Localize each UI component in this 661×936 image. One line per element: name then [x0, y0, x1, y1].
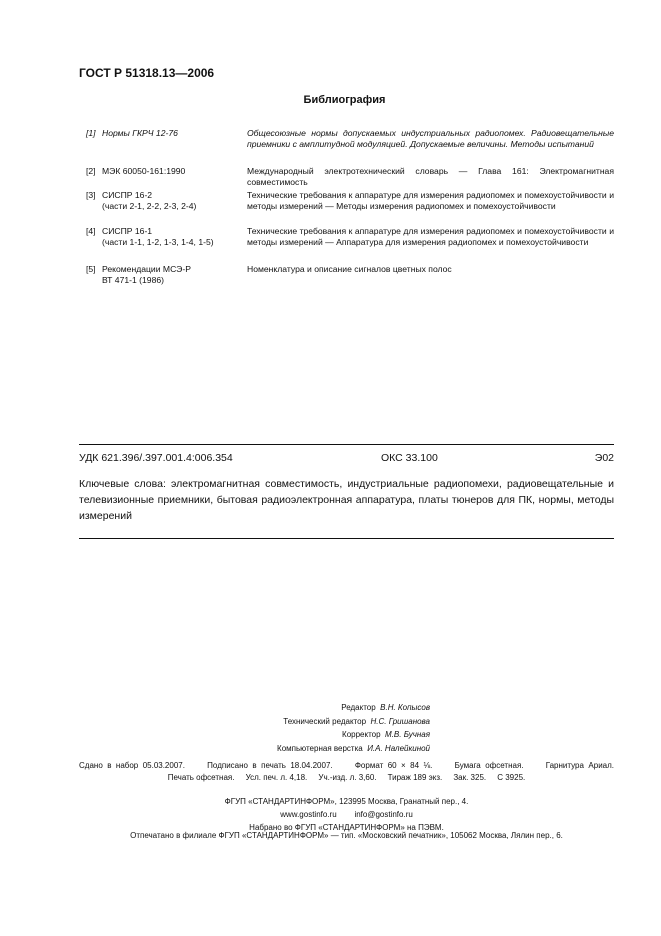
entry-source: Рекомендации МСЭ-Р ВТ 471-1 (1986): [102, 264, 191, 286]
publisher-address: ФГУП «СТАНДАРТИНФОРМ», 123995 Москва, Гранатный пер., 4.: [224, 797, 469, 806]
print-info-line1: Сдано в набор 05.03.2007. Подписано в печать 18.04.2007. Формат 60 × 84 ⅛. Бумага офсетная. Гарнитура Ариал.: [79, 761, 614, 770]
credit-tech-editor: Технический редактор Н.С. Гришанова: [283, 716, 430, 726]
publisher-printed: Отпечатано в филиале ФГУП «СТАНДАРТИНФОРМ» — тип. «Московский печатник», 105062 Москва, Лялин пер., 6.: [130, 831, 563, 840]
entry-source: Нормы ГКРЧ 12-76: [102, 128, 178, 138]
credit-editor: Редактор В.Н. Копысов: [341, 703, 430, 712]
publisher-typeset: Набрано во ФГУП «СТАНДАРТИНФОРМ» на ПЭВМ.: [249, 823, 444, 832]
entry-number: [3]: [86, 190, 96, 200]
entry-number: [1]: [86, 128, 96, 138]
entry-source: СИСПР 16-2 (части 2-1, 2-2, 2-3, 2-4): [102, 190, 197, 212]
entry-number: [5]: [86, 264, 96, 274]
credits-block: [150, 701, 430, 755]
print-info-line2: Печать офсетная. Усл. печ. л. 4,18. Уч.-изд. л. 3,60. Тираж 189 экз. Зак. 325. С 3925.: [167, 773, 526, 782]
divider-top: [79, 444, 614, 445]
udk-code: УДК 621.396/.397.001.4:006.354: [79, 452, 233, 464]
document-code: ГОСТ Р 51318.13—2006: [79, 66, 215, 80]
entry-description: Номенклатура и описание сигналов цветных полос: [247, 264, 452, 274]
oks-code: ОКС 33.100: [381, 452, 438, 464]
publisher-web: www.gostinfo.ru info@gostinfo.ru: [280, 810, 413, 819]
credit-layout: Компьютерная верстка И.А. Налейкиной: [277, 743, 430, 753]
entry-number: [2]: [86, 166, 96, 176]
keywords-text: Ключевые слова: электромагнитная совместимость, индустриальные радиопомехи, радиовещательные и телевизионные приемники, бытовая радиоэлектронная аппаратура, платы тюнеров для ПК, нормы, методы измерений: [79, 478, 614, 522]
class-code: Э02: [594, 452, 614, 464]
entry-number: [4]: [86, 226, 96, 236]
divider-bottom: [79, 538, 614, 539]
credit-corrector: Корректор М.В. Бучная: [342, 730, 430, 739]
entry-description: Технические требования к аппаратуре для измерения радиопомех и помехоустойчивости и методы измерений — Методы измерения радиопомех и помехоустойчивости: [247, 190, 614, 212]
entry-description: Технические требования к аппаратуре для измерения радиопомех и помехоустойчивости и методы измерений — Аппаратура для измерения радиопомех и помехоустойчивости: [247, 226, 614, 248]
bibliography-title: Библиография: [303, 94, 386, 106]
entry-source: МЭК 60050-161:1990: [102, 166, 186, 176]
entry-source: СИСПР 16-1 (части 1-1, 1-2, 1-3, 1-4, 1-5): [102, 226, 214, 248]
entry-description: Общесоюзные нормы допускаемых индустриальных радиопомех. Радиовещательные приемники с амплитудной модуляцией. Допускаемые величины. Методы испытаний: [247, 128, 614, 150]
entry-description: Международный электротехнический словарь — Глава 161: Электромагнитная совместимость: [247, 166, 614, 188]
